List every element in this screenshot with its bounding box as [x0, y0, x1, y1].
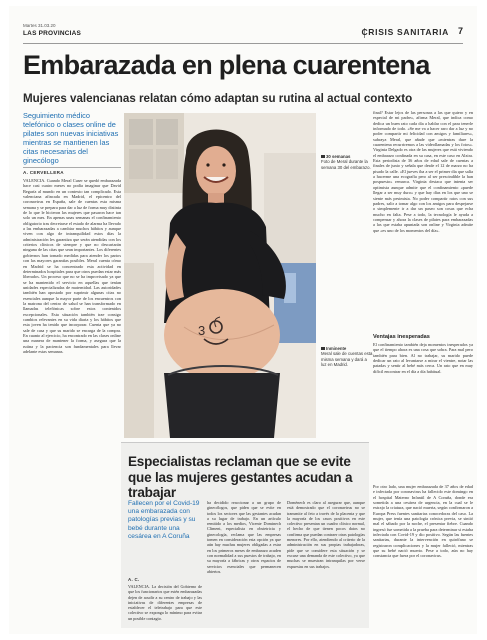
sidebar-article [121, 442, 369, 628]
article-body-left: VALENCIA. Cuando Meral Cuser se quedó embarazada hace casi cuatro meses no podía imaginar que David Begaría al mundo en un contexto tan complicado. Esta valenciana afincada en Madrid, el epicentro del coronavirus en España, sale de cuentas esta misma semana y se prepara para dar a luz de forma muy distinta de lo que le hicieron las mujeres que pasaron hace tan solo un mes. En apenas unas semanas el confinamiento obligatorio tras decretarse el estado de alarma ha llevado a las embarazadas a cambiar muchos hábitos y aunque viven con algo de intranquilidad estos días la administración les garantiza que serán atendidas con los criterios clínicos de siempre y que no descartarán ninguna de las citas que sean importantes. Los diferentes gobiernos han tomado medidas para atender los partos con las mayores garantías posibles. Meral cuenta cómo en Madrid se ha concentrado esta actividad en determinados hospitales para que otros puedan estar más liberados. Un proceso que no se ha improvisado ya que se ha mantenido el servicio en aquellas que tenían unidades especializadas de maternidad. Las autoridades también han apostado por suprimir algunas citas no esenciales aunque la mayor parte de los encuentros con la matrona del centro de salud se han transformado en llamadas telefónicas sobre estos contenidos excepcionales. Esta situación también trae consigo cambios relevantes en su vida diaria y los hábitos que esta joven ha tenido que incorporar. Cuenta que ya no sale de casa y que su marido se encarga de la compra. En cuanto al ejercicio, ha encontrado en las clases online una manera de mantener la forma, y asegura que la rutina y la paciencia son fundamentales para llevar adelante estas semanas. [23, 178, 121, 354]
newspaper-page [9, 6, 477, 634]
photo-image [124, 113, 316, 438]
camera-icon [321, 347, 325, 350]
page-number: 7 [457, 26, 463, 36]
article-body-right-2: El confinamiento también deja momentos inesperados ya que el tiempo ahora es una cosa que sobra. Para mal pero también para bien. Al no trabajar, su marido puede dedicar un rato al levantarse a mirar el vientre, notar las patadas y sentir al bebé más cerca. Un rato que en muy difícil encontrar en el día a día habitual. [373, 342, 473, 374]
caption-top-title: 30 semanas [326, 154, 351, 159]
article-body-far-right: Por otro lado, una mujer embarazada de 37 años de edad e infectada por coronavirus ha fallecido este domingo en el hospital Materno Infantil de A Coruña, donde era sometida a una cesárea de urgencia, en la cual se le extrajo la criatura, que nació muerta, según confirmaron a Europa Press fuentes sanitarias conocedoras del caso. La mujer, que tenía una patología crónica previa, se sintió mal el sábado por la noche, el presentar fiebre. Cuando ingresó fue sometida a la prueba para determinar si estaba infectada con Covid-19 y dio positivo. Según las fuentes sanitarias, durante la intervención en quirófano se registraron complicaciones y la mujer falleció, mientras que su bebé nació muerto. Pese a todo, aún no hay constancia que fuera por el coronavirus. [373, 484, 473, 559]
sidebar-body-col1: VALENCIA. La decisión del Gobierno de que los funcionarios que estén embarazadas dejen de acudir a su centro de trabajo y las iniciativas de diferentes empresas de establecer el teletrabajo para que este colectivo se exponga lo mínimo para evitar un posible contagio. [128, 584, 202, 621]
sidebar-body-col2: ha decidido reaccionar a un grupo de ginecólogos, que piden que se evite en todos los sectores que las gestantes acudan a su lugar de trabajo. En un artículo remitido a los medios, Vicente Dominech Climent, especialista en obstetricia y ginecología, reclama que las empresas tomen en consideración esta opción ya que aún hay muchas mujeres obligadas a estar en los primeros meses de embarazo acuden con normalidad a sus puestos de trabajo, en su mayoría a fábricas y otros espacios de servicios esenciales que permanecen abiertos. [207, 500, 281, 574]
caption-top-text: Foto de Meral durante la semana 30 del embarazo. [321, 159, 371, 170]
photo-caption-bottom [321, 346, 373, 367]
section-title: CRISIS SANITARIA [361, 27, 449, 37]
article-body-right: final? Estar lejos de las personas a las que quiero y en especial de mi padre», afirma Meral, que indica como dedica un buen rato cada día a hablar con el para tenerle informado de todo. «Se me va a hacer raro dar a luz y no poder compartir mi felicidad con amigos y familiares», subraya Meral, que añade que «mientras dure la cuarentena recurriremos a las videollamadas y los fotos». Virginia Delgado es otra de las mujeres que está viviendo el embarazo confinada en su casa, en este caso en Alzira. Esta periodista de 36 años de edad sale de cuentas a finales de junio y señala que desde el 12 de marzo no ha pisado la calle. «El jueves iba a ser el primer día que salía a hacerme una ecografía pero al ser prescindible la han pospuesto» remarca. Virginia destaca que intenta ser optimista aunque admite que el confinamiento «puede llegar a ser muy duro» y que hay días en los que uno se siente más pesimista. No poder compartir ratos con sus padres, salir a tomar algo con los amigos para despejarse o simplemente ir a dar un paseo son cosas que echa mucho en falta. Pese a todo, la tecnología le ayuda a compensar y ahora la clases de pilates para embarazadas a las que estaba apuntada son online y Virginia admite que «es uno de los momentos del día». [373, 110, 473, 233]
sidebar-body-col3: Domènech es claro al asegurar que, aunque está demostrado que el coronavirus no se transmite al feto a través de la placenta y que la mayoría de los casos positivos en este colectivo presentan un cuadro clínico normal, el hecho de que tienen pocos datos no confirma que puedan contraer otras patologías menores. Por ello, atendiendo al criterio de la administración en sus propias trabajadoras, pide que se considere esta situación y se excuse una demanda de este colectivo, ya que muchas se muestran intranquilas por verse expuestas en sus trabajos. [287, 500, 365, 569]
lede: Seguimiento médico telefónico o clases online de pilates son nuevas iniciativas mientras se mantienen las citas necesarias del ginecólogo [23, 111, 119, 165]
pregnant-woman-photo [124, 113, 316, 438]
sidebar-lede: Fallecen por el Covid-19 una embarazada con patologías previas y su bebé durante una cesárea en A Coruña [128, 500, 200, 540]
sidebar-title: Especialistas reclaman que se evite que las mujeres gestantes acudan a trabajar [128, 454, 353, 500]
headline: Embarazada en plena cuarentena [23, 50, 430, 80]
issue-date: Martes 31.03.20 [23, 23, 56, 28]
photo-caption-top [321, 154, 373, 170]
camera-icon [321, 155, 325, 158]
svg-text:3: 3 [198, 323, 206, 338]
caption-bottom-title: Inminente [326, 346, 347, 351]
sidebar-byline: A. C. [128, 577, 140, 582]
caption-bottom-text: Meral sale de cuentas esta misma semana y dará a luz en Madrid. [321, 351, 373, 367]
newspaper-name: LAS PROVINCIAS [23, 30, 82, 37]
byline: A. CERVELLERA [23, 167, 121, 175]
subheadline: Mujeres valencianas relatan cómo adaptan su rutina al actual contexto [23, 92, 413, 105]
page-header [23, 22, 463, 44]
section-subtitle: Ventajas inesperadas [373, 334, 430, 340]
